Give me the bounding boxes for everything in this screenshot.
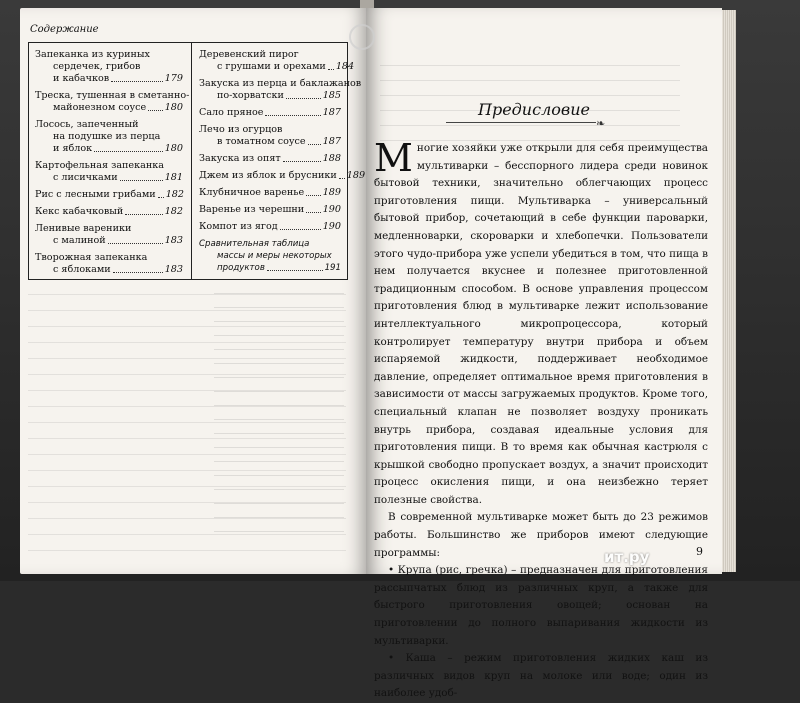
toc-entry-title: продуктов <box>217 263 265 273</box>
toc-page-number: 187 <box>322 107 341 118</box>
toc-entry-last-line <box>35 73 183 85</box>
leader-dots <box>120 180 163 181</box>
toc-entry-title: майонезном соусе <box>53 102 147 113</box>
toc-entry-last-line <box>199 170 366 182</box>
toc-page-number: 190 <box>322 204 341 215</box>
toc-entry-line: Ленивые вареники <box>35 223 132 234</box>
leader-dots <box>113 272 163 273</box>
toc-entry-last-line <box>35 172 183 184</box>
toc-entry-last-line <box>199 136 341 148</box>
toc-divider <box>191 43 192 279</box>
toc-entry <box>35 223 183 247</box>
paragraph-2: В современной мультиварке может быть до 23 режимов работы. Большинство же приборов имеют следующие программы: <box>374 511 708 559</box>
toc-entry-last-line <box>35 189 183 201</box>
toc-entry-last-line <box>199 204 341 216</box>
toc-entry-last-line <box>35 102 183 114</box>
toc-entry-line: Творожная запеканка <box>35 252 148 263</box>
toc-entry-last-line <box>35 235 183 247</box>
toc-entry-title: по-хорватски <box>217 90 284 101</box>
toc-page-number: 182 <box>164 206 183 217</box>
leader-dots <box>108 243 163 244</box>
toc-page-number: 180 <box>164 143 183 154</box>
toc-entry <box>199 187 341 199</box>
paragraph-4: • Каша – режим приготовления жидких каш из различных видов круп на молоке или воде; один из наиболее удоб- <box>374 652 708 700</box>
toc-entry-last-line <box>35 264 183 276</box>
toc-entry-title: и яблок <box>53 143 93 154</box>
toc-entry <box>35 119 183 155</box>
toc-entry-line: сердечек, грибов <box>53 61 141 72</box>
toc-entry-line: массы и меры некоторых <box>217 251 332 261</box>
toc-page-number: 188 <box>322 153 341 164</box>
toc-page-number: 185 <box>322 90 341 101</box>
toc-entry <box>199 153 341 165</box>
toc-entry-line: Сравнительная таблица <box>199 239 310 249</box>
page-edges <box>722 10 736 572</box>
toc-page-number: 181 <box>164 172 183 183</box>
toc-page-number: 182 <box>165 189 185 200</box>
toc-entry-title: и кабачков <box>53 73 110 84</box>
ring-clip <box>349 24 375 50</box>
toc-entry <box>35 252 183 276</box>
toc-entry <box>199 204 341 216</box>
leader-dots <box>308 144 321 145</box>
toc-entry-title: в томатном соусе <box>217 136 306 147</box>
toc-entry-special <box>199 238 341 274</box>
toc-entry-last-line <box>199 262 341 274</box>
toc-entry-last-line <box>199 187 341 199</box>
toc-entry-line: Деревенский пирог <box>199 49 299 60</box>
toc-entry-title: с яблоками <box>53 264 111 275</box>
paragraph-1-text: ногие хозяйки уже открыли для себя преимущества мультиварки – бесспорного лидера среди новинок бытовой техники, значительно облегчающих процесс приготовления пищи. Мультиварка – универсальный бытовой прибор, сочетающий в себе функции пароварки, медленноварки, скороварки и хлебопечки. Пользователи этого чудо-прибора уже успели убедиться в том, что пища в нем получается вкуснее и полезнее приготовленной традиционным способом. В основе управления процессом приготовления блюд в мультиварке лежит использование интеллектуального микропроцессора, который контролирует температуру внутри прибора и объем испаряемой жидкости, поддерживает необходимое давление, определяет оптимальное время приготовления в зависимости от массы загружаемых продуктов. Кроме того, специальный клапан не позволяет воздуху проникать внутрь прибора, создавая идеальные условия для приготовления пищи. В то время как обычная кастрюля с крышкой свободно пропускает воздух, а значит происходит процесс окисления пищи, и она неизбежно теряет полезные свойства. <box>374 142 708 506</box>
toc-page-number: 191 <box>324 263 341 273</box>
toc-entry-last-line <box>199 221 341 233</box>
toc-entry-line: Запеканка из куриных <box>35 49 150 60</box>
toc-column-2 <box>199 49 366 279</box>
toc-entry-title: Варенье из черешни <box>199 204 305 215</box>
leader-dots <box>280 229 321 230</box>
toc-entry-last-line <box>199 107 341 119</box>
toc-entry-title: с малиной <box>53 235 106 246</box>
paragraph-3: • Крупа (рис, гречка) – предназначен для приготовления рассыпчатых блюд из различных круп, а также для быстрого приготовления овощей; основан на приготовлении до полного выпаривания жидкости из мультиварки. <box>374 564 708 647</box>
toc-entry <box>199 49 355 73</box>
toc-page-number: 184 <box>335 61 355 72</box>
running-head-left: Содержание <box>30 24 99 35</box>
paragraph-1 <box>374 136 708 509</box>
toc-entry <box>35 49 183 85</box>
toc-entry-line: на подушке из перца <box>53 131 161 142</box>
toc-page-number: 180 <box>164 102 183 113</box>
leader-dots <box>111 81 163 82</box>
leader-dots <box>148 110 163 111</box>
toc-entry-last-line <box>199 61 355 73</box>
page-number: 9 <box>696 545 703 558</box>
preface-title: Предисловие <box>478 100 590 119</box>
toc-entry <box>35 90 190 114</box>
toc-entry-title: Сало пряное <box>199 107 264 118</box>
toc-entry <box>35 160 183 184</box>
toc-entry <box>35 206 183 218</box>
toc-entry-title: Кекс кабачковый <box>35 206 124 217</box>
toc-entry <box>199 221 341 233</box>
toc-entry <box>35 189 183 201</box>
table-of-contents <box>28 42 366 280</box>
toc-page-number: 187 <box>322 136 341 147</box>
toc-entry-line: Закуска из перца и баклажанов <box>199 78 362 89</box>
toc-entry-title: Клубничное варенье <box>199 187 305 198</box>
toc-entry-last-line <box>35 143 183 155</box>
toc-entry <box>199 124 341 148</box>
toc-page-number: 190 <box>322 221 341 232</box>
leader-dots <box>306 195 320 196</box>
toc-page-number: 179 <box>164 73 183 84</box>
toc-entry-line: Треска, тушенная в сметанно- <box>35 90 190 101</box>
bleed-through-text-secondary <box>214 285 344 535</box>
toc-entry-title: Закуска из опят <box>199 153 281 164</box>
toc-entry-line: Лосось, запеченный <box>35 119 139 130</box>
toc-page-number: 189 <box>322 187 341 198</box>
toc-entry <box>199 107 341 119</box>
watermark: ит.ру <box>604 548 650 566</box>
toc-entry-title: Рис с лесными грибами <box>35 189 156 200</box>
toc-entry-line: Картофельная запеканка <box>35 160 164 171</box>
leader-dots <box>125 214 162 215</box>
toc-page-number: 183 <box>164 235 183 246</box>
toc-entry-title: с лисичками <box>53 172 118 183</box>
toc-entry <box>199 170 366 182</box>
leader-dots <box>306 212 321 213</box>
title-underline <box>446 122 596 123</box>
toc-entry-title: с грушами и орехами <box>217 61 326 72</box>
toc-page-number: 189 <box>346 170 366 181</box>
leader-dots <box>339 178 345 179</box>
toc-entry <box>199 78 362 102</box>
toc-entry-title: Компот из ягод <box>199 221 278 232</box>
ornament-icon: ❧ <box>596 117 606 130</box>
leader-dots <box>265 115 320 116</box>
preface-body <box>374 136 708 703</box>
toc-column-1 <box>35 49 190 281</box>
toc-entry-line: Лечо из огурцов <box>199 124 283 135</box>
toc-entry-title: Джем из яблок и брусники <box>199 170 337 181</box>
drop-cap: М <box>374 136 413 180</box>
toc-page-number: 183 <box>164 264 183 275</box>
leader-dots <box>328 69 334 70</box>
leader-dots <box>283 161 321 162</box>
leader-dots <box>94 151 163 152</box>
toc-entry-last-line <box>199 90 341 102</box>
leader-dots <box>158 197 164 198</box>
leader-dots <box>286 98 321 99</box>
toc-entry-last-line <box>35 206 183 218</box>
toc-entry-last-line <box>199 153 341 165</box>
leader-dots <box>267 270 323 271</box>
